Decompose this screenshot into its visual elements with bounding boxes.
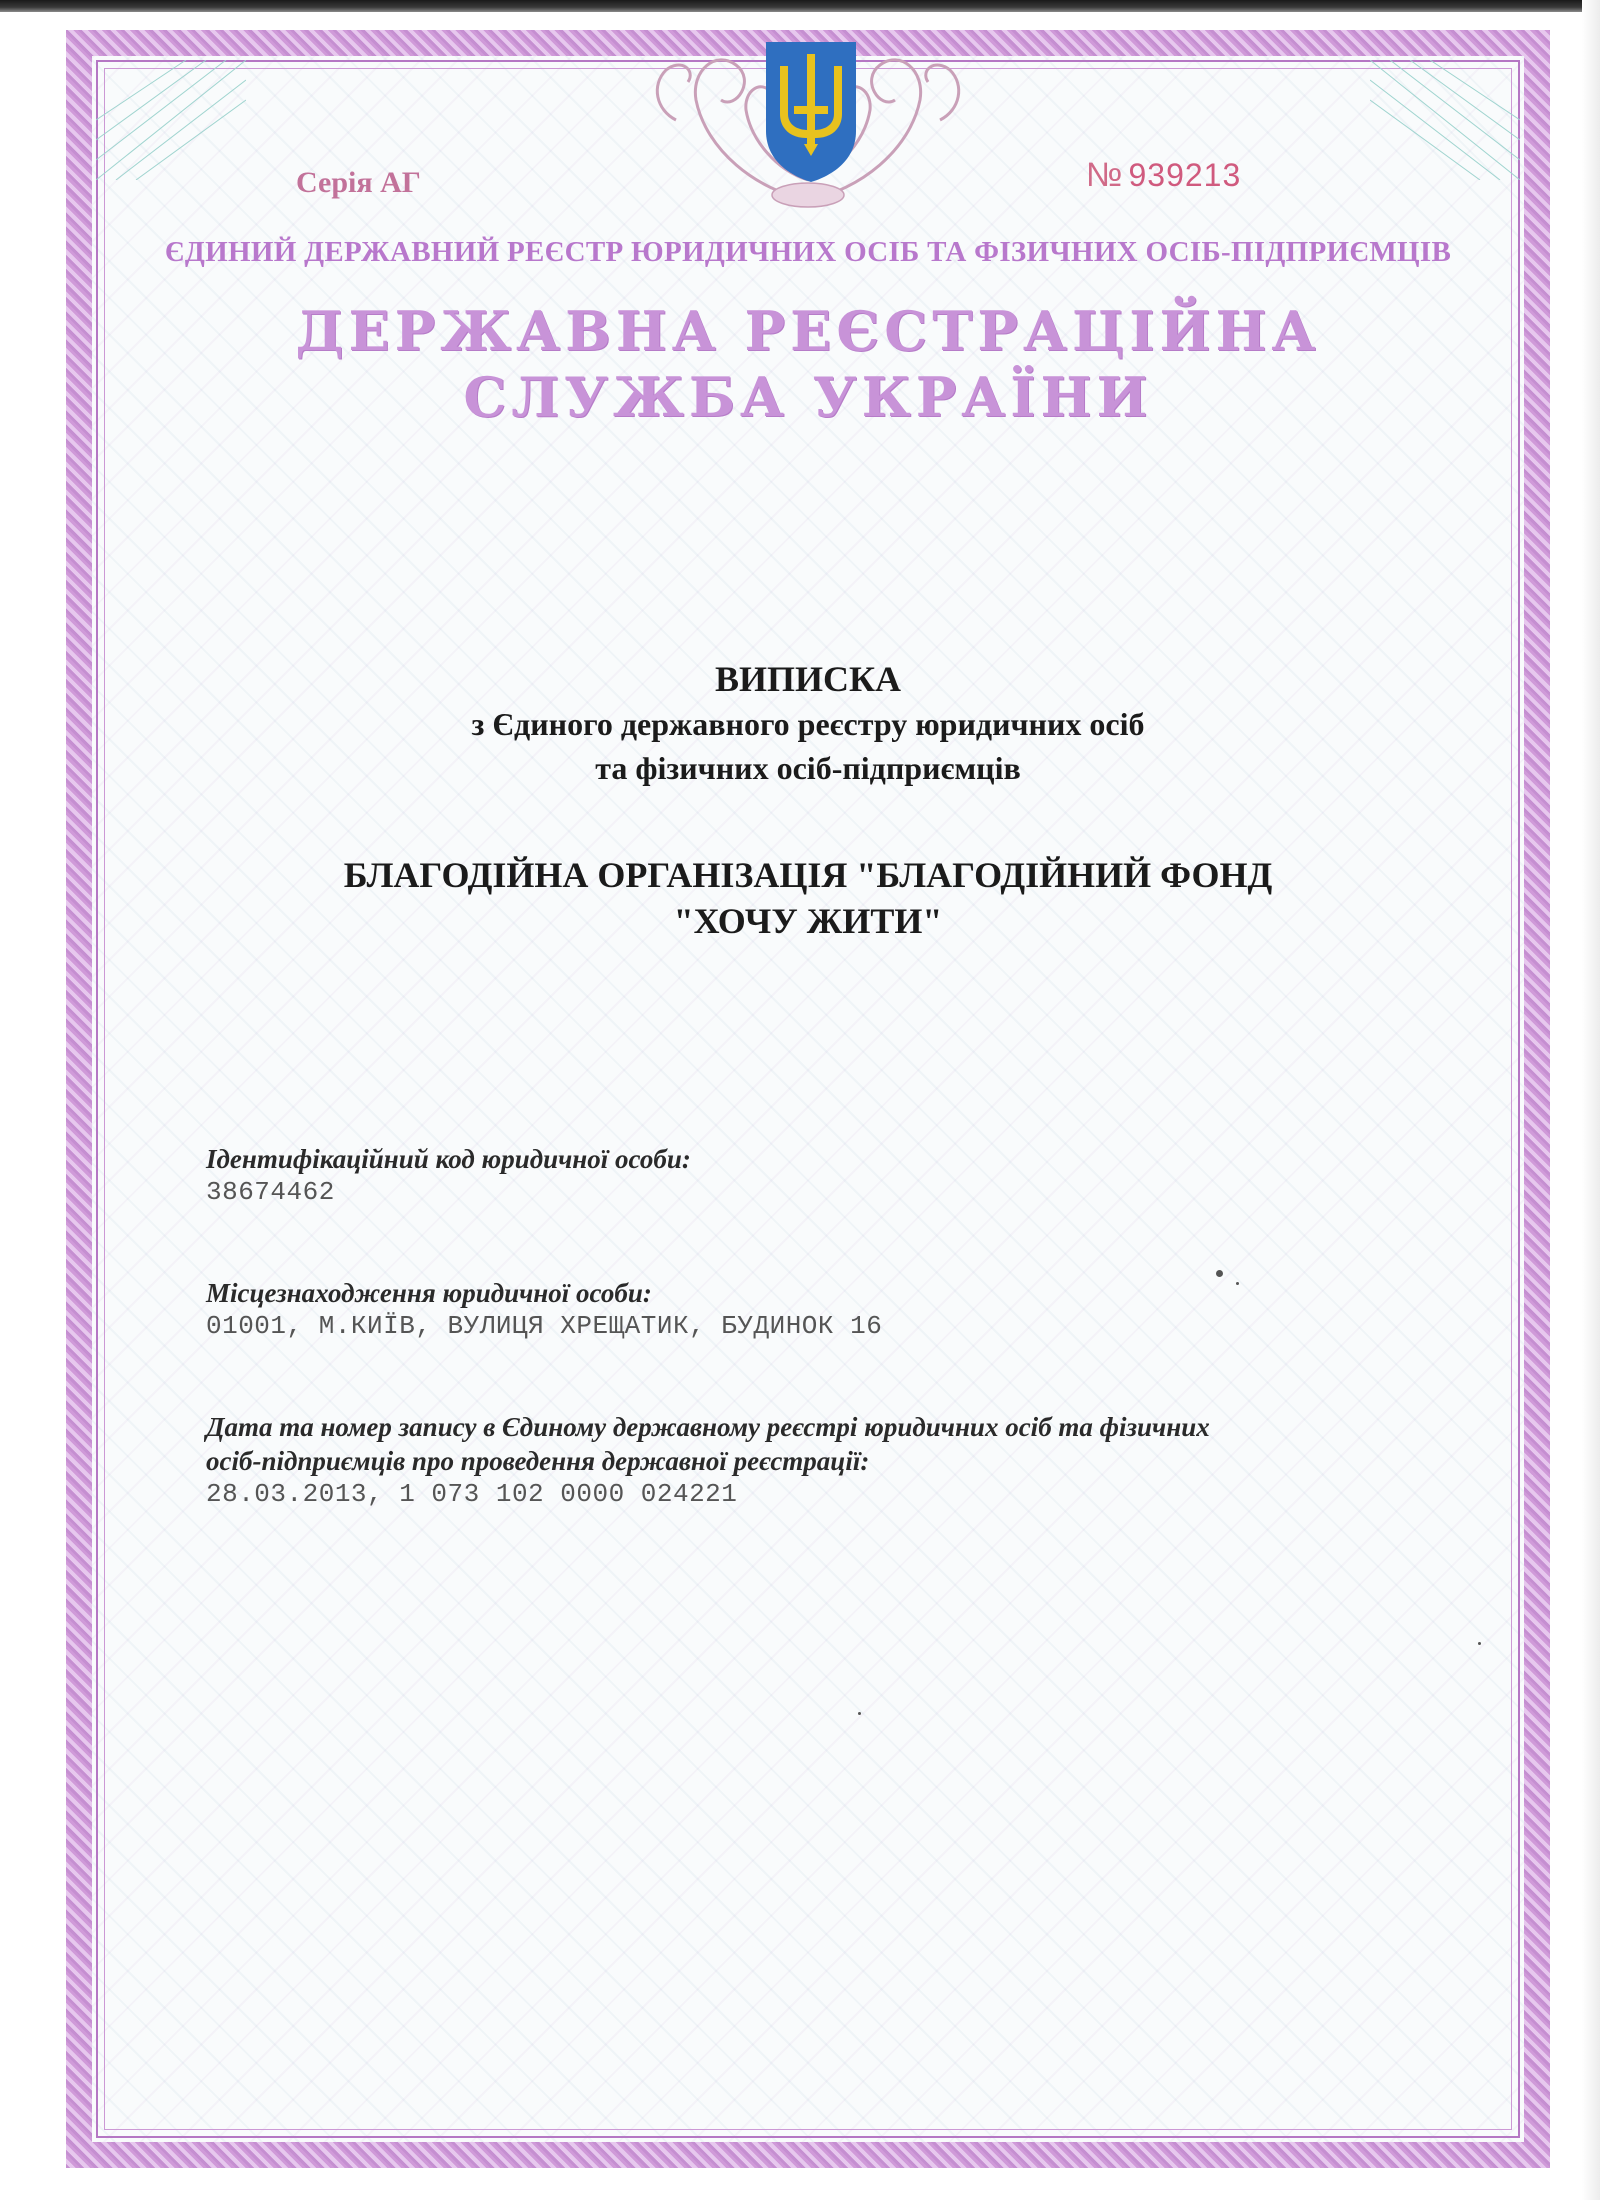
location-label: Місцезнаходження юридичної особи: [206,1278,652,1308]
scan-right-edge [1582,0,1600,2200]
org-name-line1: БЛАГОДІЙНА ОРГАНІЗАЦІЯ "БЛАГОДІЙНИЙ ФОНД [343,855,1273,895]
location-value: 01001, М.КИЇВ, ВУЛИЦЯ ХРЕЩАТИК, БУДИНОК 16 [206,1311,883,1341]
id-code-field [206,1142,1456,1208]
service-title-line1: ДЕРЖАВНА РЕЄСТРАЦІЙНА [295,299,1321,363]
number-sign: № [1086,156,1123,194]
series-label: Серія АГ [296,166,421,199]
org-name-line2: "ХОЧУ ЖИТИ" [673,901,943,941]
corner-rosette-icon [96,60,246,180]
scan-speck [1236,1282,1239,1285]
location-field [206,1276,1456,1342]
id-code-value: 38674462 [206,1177,335,1207]
registration-value: 28.03.2013, 1 073 102 0000 024221 [206,1479,738,1509]
service-title [126,298,1490,430]
certificate-number [1086,156,1241,195]
subtitle-line2: та фізичних осіб-підприємців [595,750,1021,786]
certificate-sheet [66,30,1550,2168]
trident-coat-of-arms-icon [756,36,866,186]
service-title-line2: СЛУЖБА УКРАЇНИ [463,365,1153,429]
registration-label-line1: Дата та номер запису в Єдиному державному реєстрі юридичних осіб та фізичних [206,1412,1210,1442]
scan-speck [858,1712,861,1715]
document-subtitle [126,702,1490,790]
scan-speck [1216,1270,1223,1277]
document-title: ВИПИСКА [714,659,902,699]
registry-header: ЄДИНИЙ ДЕРЖАВНИЙ РЕЄСТР ЮРИДИЧНИХ ОСІБ ТА ФІЗИЧНИХ ОСІБ-ПІДПРИЄМЦІВ [164,236,1452,268]
registration-field [206,1410,1456,1510]
scan-speck [1478,1642,1481,1645]
scan-top-edge [0,0,1600,12]
subtitle-line1: з Єдиного державного реєстру юридичних осіб [471,706,1145,742]
corner-rosette-icon [1370,60,1520,180]
number-value: 939213 [1128,157,1242,193]
organization-name [126,852,1490,944]
id-code-label: Ідентифікаційний код юридичної особи: [206,1144,691,1174]
registration-label-line2: осіб-підприємців про проведення державної реєстрації: [206,1446,870,1476]
